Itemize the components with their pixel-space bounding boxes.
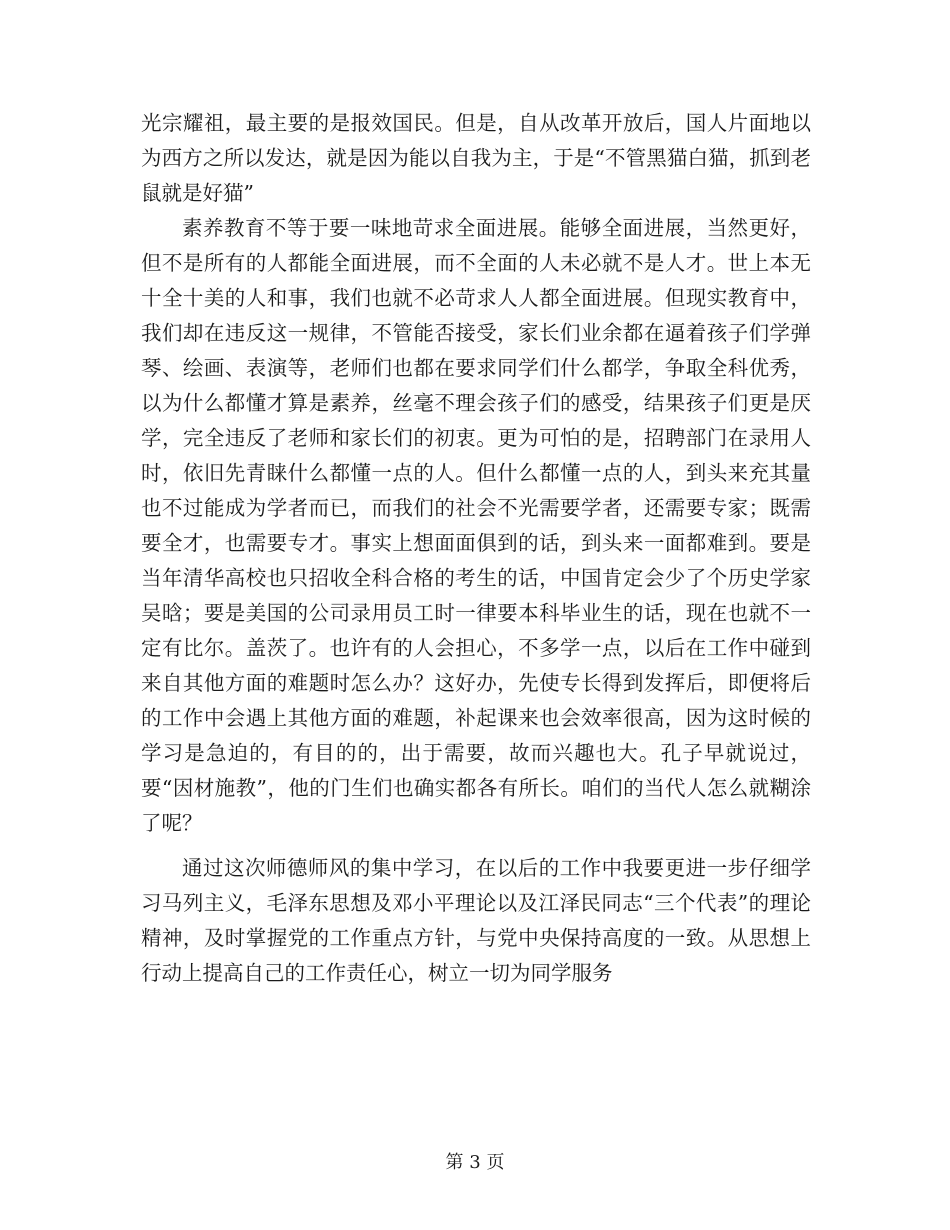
document-body	[141, 106, 811, 991]
paragraph-3: 通过这次师德师风的集中学习，在以后的工作中我要更进一步仔细学习马列主义，毛泽东思想及邓小平理论以及江泽民同志“三个代表”的理论精神，及时掌握党的工作重点方针，与党中央保持高度的一致。从思想上行动上提高自己的工作责任心，树立一切为同学服务	[141, 856, 811, 985]
page-number: 第 3 页	[445, 1152, 505, 1173]
paragraph-1: 光宗耀祖，最主要的是报效国民。但是，自从改革开放后，国人片面地以为西方之所以发达，就是因为能以自我为主，于是“不管黑猫白猫，抓到老鼠就是好猫”	[141, 111, 811, 205]
paragraph-2: 素养教育不等于要一味地苛求全面进展。能够全面进展，当然更好，但不是所有的人都能全面进展，而不全面的人未必就不是人才。世上本无十全十美的人和事，我们也就不必苛求人人都全面进展。但现实教育中，我们却在违反这一规律，不管能否接受，家长们业余都在逼着孩子们学弹琴、绘画、表演等，老师们也都在要求同学们什么都学，争取全科优秀，以为什么都懂才算是素养，丝毫不理会孩子们的感受，结果孩子们更是厌学，完全违反了老师和家长们的初衷。更为可怕的是，招聘部门在录用人时，依旧先青睐什么都懂一点的人。但什么都懂一点的人，到头来充其量也不过能成为学者而已，而我们的社会不光需要学者，还需要专家；既需要全才，也需要专才。事实上想面面俱到的话，到头来一面都难到。要是当年清华高校也只招收全科合格的考生的话，中国肯定会少了个历史学家吴晗；要是美国的公司录用员工时一律要本科毕业生的话，现在也就不一定有比尔。盖茨了。也许有的人会担心，不多学一点，以后在工作中碰到来自其他方面的难题时怎么办？这好办，先使专长得到发挥后，即便将后的工作中会遇上其他方面的难题，补起课来也会效率很高，因为这时候的学习是急迫的，有目的的，出于需要，故而兴趣也大。孔子早就说过，要“因材施教”，他的门生们也确实都各有所长。咱们的当代人怎么就糊涂了呢？	[141, 216, 811, 835]
